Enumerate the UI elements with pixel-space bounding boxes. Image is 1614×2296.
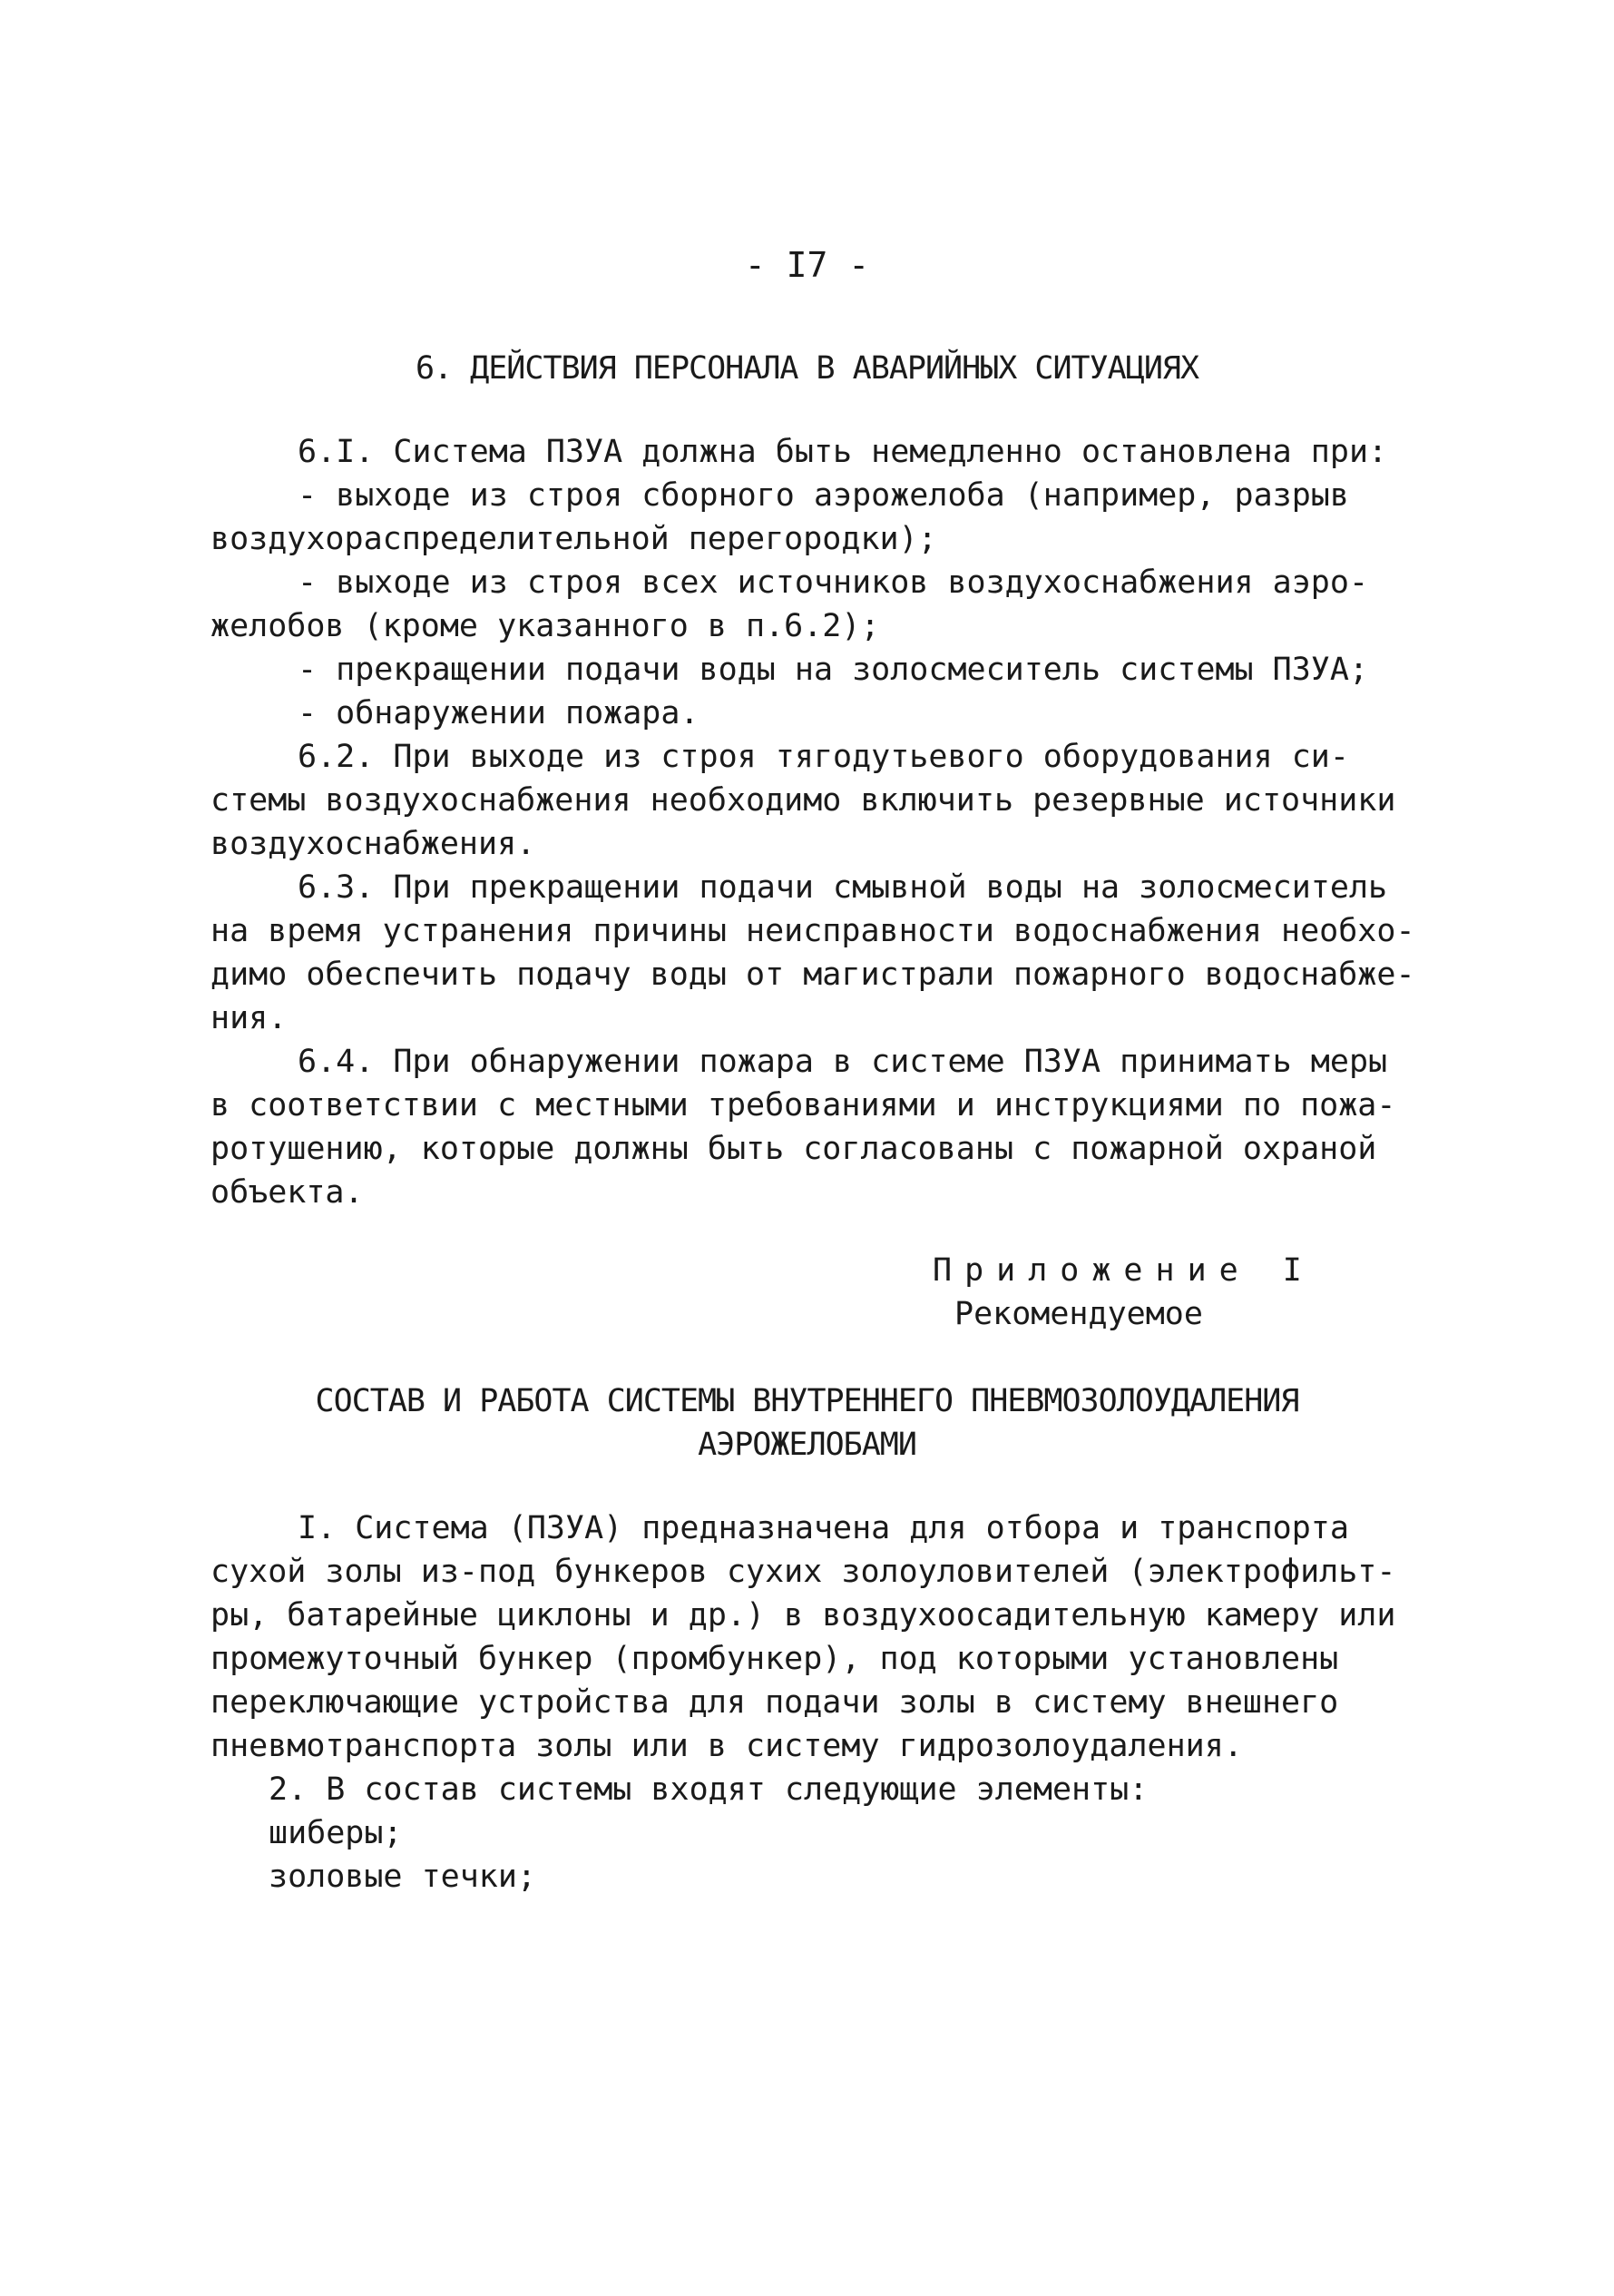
appendix-line: сухой золы из-под бункеров сухих золоуловителей (электрофильт-	[210, 1554, 1396, 1590]
section-6-line: - обнаружении пожара.	[298, 695, 699, 731]
section-6-line: в соответствии с местными требованиями и инструкциями по пожа-	[210, 1087, 1396, 1123]
section-6-line: объекта.	[210, 1174, 364, 1211]
section-6-line: 6.3. При прекращении подачи смывной воды на золосмеситель	[298, 869, 1388, 906]
appendix-line: пневмотранспорта золы или в систему гидрозолоудаления.	[210, 1728, 1243, 1764]
section-6-line: воздухоснабжения.	[210, 826, 536, 862]
appendix-line: переключающие устройства для подачи золы в систему внешнего	[210, 1684, 1339, 1721]
appendix-line: промежуточный бункер (промбункер), под которыми установлены	[210, 1641, 1339, 1677]
page-number: - I7 -	[744, 245, 870, 285]
appendix-title-line-2: АЭРОЖЕЛОБАМИ	[698, 1427, 916, 1463]
section-6-line: - выходе из строя сборного аэрожелоба (например, разрыв	[298, 477, 1349, 514]
section-6-line: стемы воздухоснабжения необходимо включить резервные источники	[210, 782, 1396, 819]
appendix-title-line-1: СОСТАВ И РАБОТА СИСТЕМЫ ВНУТРЕННЕГО ПНЕВМОЗОЛОУДАЛЕНИЯ	[315, 1383, 1299, 1419]
section-6-line: - прекращении подачи воды на золосмеситель системы ПЗУА;	[298, 652, 1369, 688]
appendix-label: Приложение I	[933, 1252, 1315, 1289]
appendix-line: золовые течки;	[269, 1859, 537, 1895]
section-6-line: 6.I. Система ПЗУА должна быть немедленно остановлена при:	[298, 434, 1388, 470]
section-6-line: 6.4. При обнаружении пожара в системе ПЗУА принимать меры	[298, 1044, 1388, 1080]
appendix-line: 2. В состав системы входят следующие элементы:	[269, 1771, 1149, 1808]
section-6-line: - выходе из строя всех источников воздухоснабжения аэро-	[298, 564, 1369, 601]
section-6-title: 6. ДЕЙСТВИЯ ПЕРСОНАЛА В АВАРИЙНЫХ СИТУАЦИЯХ	[415, 350, 1199, 387]
section-6-line: ротушению, которые должны быть согласованы с пожарной охраной	[210, 1131, 1377, 1167]
section-6-line: 6.2. При выходе из строя тягодутьевого оборудования си-	[298, 739, 1349, 775]
appendix-line: ры, батарейные циклоны и др.) в воздухоосадительную камеру или	[210, 1597, 1396, 1634]
section-6-line: ния.	[210, 1000, 288, 1036]
appendix-line: I. Система (ПЗУА) предназначена для отбора и транспорта	[298, 1510, 1349, 1546]
appendix-sublabel: Рекомендуемое	[954, 1296, 1203, 1332]
section-6-line: воздухораспределительной перегородки);	[210, 521, 937, 557]
section-6-line: на время устранения причины неисправности водоснабжения необхо-	[210, 913, 1415, 949]
section-6-line: димо обеспечить подачу воды от магистрали пожарного водоснабже-	[210, 957, 1415, 993]
appendix-line: шиберы;	[269, 1815, 403, 1851]
section-6-line: желобов (кроме указанного в п.6.2);	[210, 608, 880, 644]
